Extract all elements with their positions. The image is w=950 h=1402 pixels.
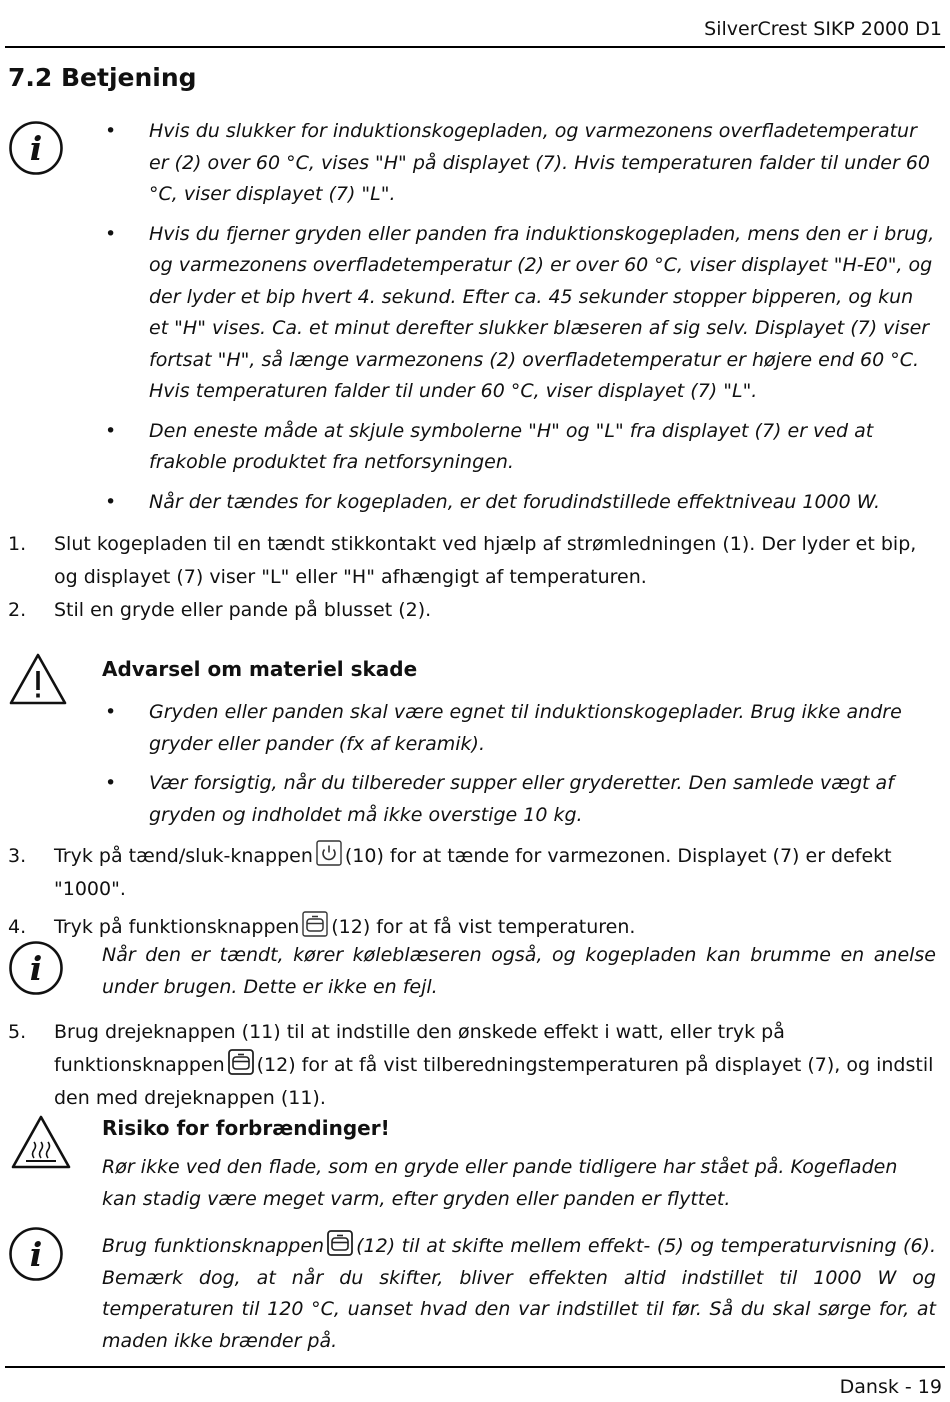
svg-text:i: i (29, 1235, 43, 1274)
steps-list (8, 840, 940, 944)
list-item: • Hvis du slukker for induktionskogepladen, og varmezonens overfladetemperatur er (2) over 60 °C, vises "H" på displayet (7). Hvis temperaturen falder til under 60 °C, viser displayet (7) "L". (105, 120, 930, 205)
list-item: • Gryden eller panden skal være egnet til induktionskogeplader. Brug ikke andre gryder eller pander (fx af keramik). (105, 701, 902, 755)
warning-title: Advarsel om materiel skade (102, 657, 418, 681)
step-item: 4. Tryk på funktionsknappen (12) for at få vist temperaturen. (8, 911, 940, 944)
bullet-text: Gryden eller panden skal være egnet til induktionskogeplader. Brug ikke andre gryder eller pander (fx af keramik). (149, 701, 902, 755)
info-icon (8, 120, 64, 176)
info-note (102, 1230, 936, 1357)
warning-icon (8, 652, 68, 706)
steps-list (8, 1016, 940, 1115)
step-item: 2. Stil en gryde eller pande på blusset (2). (8, 599, 432, 621)
note-text: Brug funktionsknappen (102, 1235, 325, 1257)
function-button-icon (302, 911, 328, 937)
info-bullet-list (100, 116, 938, 518)
header-divider (5, 46, 945, 48)
step-text: Stil en gryde eller pande på blusset (2). (54, 599, 432, 621)
info-icon (8, 1226, 64, 1282)
svg-text:i: i (29, 949, 43, 988)
step-item: 1. Slut kogepladen til en tændt stikkontakt ved hjælp af strømledningen (1). Der lyder et bip, og displayet (7) viser "L" eller "H" afhængigt af temperaturen. (8, 533, 917, 588)
info-note: Når den er tændt, kører køleblæseren også, og kogepladen kan brumme en anelse under brugen. Dette er ikke en fejl. (102, 944, 936, 998)
step-text: (10) for at tænde for varmezonen. Displayet (7) er defekt "1000". (54, 845, 892, 900)
steps-list (8, 528, 940, 627)
note-text: (12) til at skifte mellem effekt- (5) og temperaturvisning (6). Bemærk dog, at når du skifter, bliver effekten altid indstillet til 1000 W og temperaturen til 120 °C, uanset hvad den var indstillet til før. Så du skal sørge for, at maden ikke brænder på. (102, 1235, 936, 1352)
hot-surface-icon (10, 1114, 72, 1170)
bullet-text: Når der tændes for kogepladen, er det forudindstillede effektniveau 1000 W. (149, 490, 881, 513)
page-number: Dansk - 19 (839, 1376, 942, 1398)
power-button-icon (316, 840, 342, 866)
header-title: SilverCrest SIKP 2000 D1 (704, 18, 942, 40)
bullet-text: Hvis du fjerner gryden eller panden fra induktionskogepladen, mens den er i brug, og varmezonens overfladetemperatur (2) er over 60 °C, viser displayet "H-E0", og der lyder et bip hvert 4. sekund. Efter ca. 45 sekunder stopper bipperen, og kun et "H" vises. Ca. et minut derefter slukker blæseren af sig selv. Displayet (7) viser fortsat "H", så længe varmezonens (2) overfladetemperatur er højere end 60 °C. Hvis temperaturen falder til under 60 °C, viser displayet (7) "L". (149, 222, 935, 402)
step-text: Brug drejeknappen (11) til at indstille den ønskede effekt i watt, eller tryk på funktionsknappen (54, 1021, 785, 1076)
section-title: 7.2 Betjening (8, 63, 197, 92)
svg-text:i: i (29, 129, 43, 168)
step-text: (12) for at få vist tilberedningstemperaturen på displayet (7), og indstil den med drejeknappen (11). (54, 1054, 934, 1109)
step-item: 3. Tryk på tænd/sluk-knappen (10) for at tænde for varmezonen. Displayet (7) er defekt "1000". (8, 840, 940, 906)
warning-title: Risiko for forbrændinger! (102, 1116, 390, 1140)
bullet-text: Vær forsigtig, når du tilbereder supper eller gryderetter. Den samlede vægt af gryden og indholdet må ikke overstige 10 kg. (149, 772, 894, 826)
step-text: Slut kogepladen til en tændt stikkontakt ved hjælp af strømledningen (1). Der lyder et bip, og displayet (7) viser "L" eller "H" afhængigt af temperaturen. (54, 533, 917, 588)
list-item: • Vær forsigtig, når du tilbereder supper eller gryderetter. Den samlede vægt af gryden og indholdet må ikke overstige 10 kg. (105, 772, 894, 826)
list-item: • Den eneste måde at skjule symbolerne "H" og "L" fra displayet (7) er ved at frakoble produktet fra netforsyningen. (105, 419, 874, 473)
footer-divider (5, 1366, 945, 1368)
warning-bullet-list (100, 697, 938, 831)
list-item: • Hvis du fjerner gryden eller panden fra induktionskogepladen, mens den er i brug, og varmezonens overfladetemperatur (2) er over 60 °C, viser displayet "H-E0", og der lyder et bip hvert 4. sekund. Efter ca. 45 sekunder stopper bipperen, og kun et "H" vises. Ca. et minut derefter slukker blæseren af sig selv. Displayet (7) viser fortsat "H", så længe varmezonens (2) overfladetemperatur er højere end 60 °C. Hvis temperaturen falder til under 60 °C, viser displayet (7) "L". (105, 222, 935, 402)
warning-note: Rør ikke ved den flade, som en gryde eller pande tidligere har stået på. Kogefladen kan stadig være meget varm, efter gryden eller panden er flyttet. (102, 1156, 898, 1210)
step-text: Tryk på tænd/sluk-knappen (54, 845, 313, 867)
function-button-icon (228, 1049, 254, 1075)
bullet-text: Hvis du slukker for induktionskogepladen, og varmezonens overfladetemperatur er (2) over 60 °C, vises "H" på displayet (7). Hvis temperaturen falder til under 60 °C, viser displayet (7) "L". (149, 120, 930, 205)
list-item: • Når der tændes for kogepladen, er det forudindstillede effektniveau 1000 W. (105, 490, 881, 513)
bullet-text: Den eneste måde at skjule symbolerne "H" og "L" fra displayet (7) er ved at frakoble produktet fra netforsyningen. (149, 419, 874, 473)
function-button-icon (327, 1230, 353, 1256)
info-icon (8, 940, 64, 996)
step-text: Tryk på funktionsknappen (54, 916, 300, 938)
step-text: (12) for at få vist temperaturen. (331, 916, 636, 938)
step-item: 5. Brug drejeknappen (11) til at indstille den ønskede effekt i watt, eller tryk på funktionsknappen (12) for at få vist tilberedningstemperaturen på displayet (7), og indstil den med drejeknappen (11). (8, 1021, 934, 1109)
